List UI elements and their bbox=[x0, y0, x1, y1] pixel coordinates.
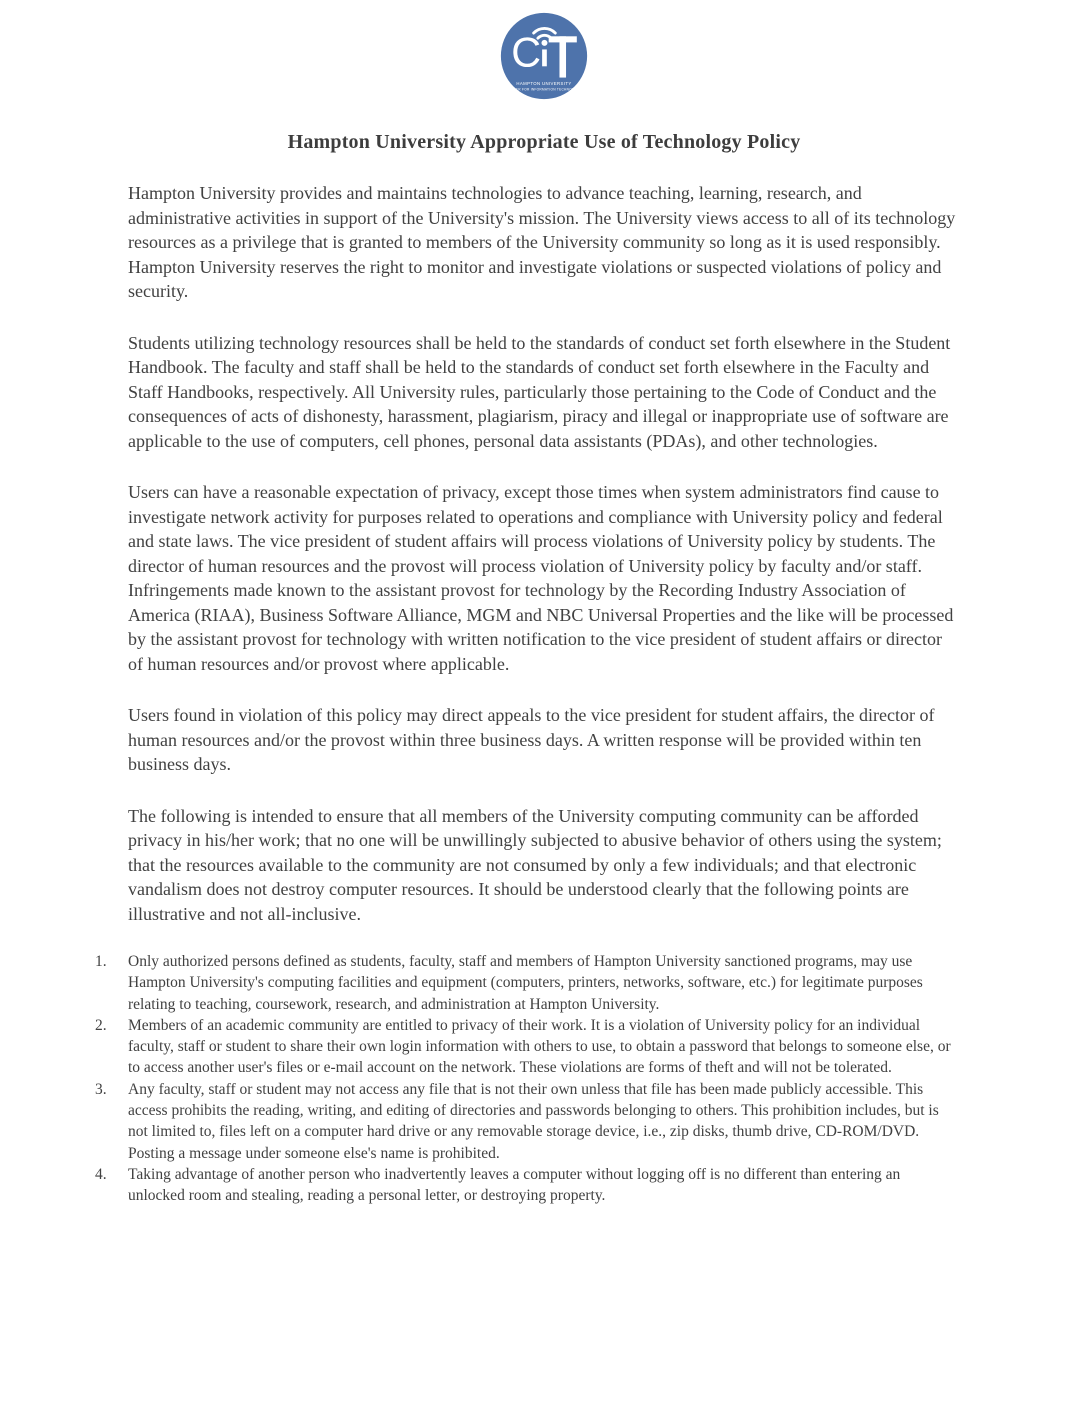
item-number: 4. bbox=[95, 1165, 107, 1183]
policy-paragraph-5: The following is intended to ensure that all members of the University computing community can be afforded privacy in his/her work; that no one will be unwillingly subjected to abusive behavior of others using the system; that the resources available to the community are not consumed by only a few individuals; and that electronic vandalism does not destroy computer resources. It should be understood clearly that the following points are illustrative and not all-inclusive. bbox=[128, 805, 942, 924]
document-body bbox=[0, 181, 1088, 1207]
item-text: Taking advantage of another person who inadvertently leaves a computer without logging off is no different than entering an unlocked room and stealing, reading a personal letter, or destroying property. bbox=[128, 1165, 901, 1205]
item-number: 1. bbox=[95, 953, 107, 970]
policy-paragraph-3: Users can have a reasonable expectation of privacy, except those times when system administrators find cause to investigate network activity for purposes related to operations and compliance with University policy and federal and state laws. The vice president of student affairs will process violations of University policy by students. The director of human resources and the provost will process violation of University policy by faculty and/or staff. Infringements made known to the assistant provost for technology by the Recording Industry Association of America (RIAA), Business Software Alliance, MGM and NBC Universal Properties and the like will be processed by the assistant provost for technology with written notification to the vice president of student affairs or director of human resources and/or provost where applicable. bbox=[128, 482, 954, 674]
list-item-2 bbox=[95, 1015, 960, 1079]
item-number: 2. bbox=[95, 1016, 107, 1034]
list-item-4 bbox=[95, 1164, 960, 1207]
logo-container bbox=[0, 0, 1088, 101]
item-text: Any faculty, staff or student may not access any file that is not their own unless that file has been made publicly accessible. This access prohibits the reading, writing, and editing of directories and passwords belonging to others. This prohibition includes, but is not limited to, files left on a computer hard drive or any removable storage device, i.e., zip disks, thumb drive, CD-ROM/DVD. Posting a message under someone else's name is prohibited. bbox=[128, 1080, 939, 1162]
policy-paragraph-2: Students utilizing technology resources shall be held to the standards of conduct set forth elsewhere in the Student Handbook. The faculty and staff shall be held to the standards of conduct set forth elsewhere in the Faculty and Staff Handbooks, respectively. All University rules, particularly those pertaining to the Code of Conduct and the consequences of acts of dishonesty, harassment, plagiarism, piracy and illegal or inappropriate use of software are applicable to the use of computers, cell phones, personal data assistants (PDAs), and other technologies. bbox=[128, 332, 951, 451]
logo-i-dot bbox=[541, 40, 547, 46]
logo-subtitle-line1: HAMPTON UNIVERSITY bbox=[516, 81, 572, 87]
policy-paragraph-4: Users found in violation of this policy may direct appeals to the vice president for student affairs, the director of human resources and/or the provost within three business days. A written response will be provided within ten business days. bbox=[128, 705, 935, 774]
policy-list bbox=[95, 951, 960, 1207]
logo-letter-i bbox=[541, 40, 547, 66]
list-item-3 bbox=[95, 1079, 960, 1164]
page-title: Hampton University Appropriate Use of Technology Policy bbox=[287, 131, 801, 153]
policy-paragraph-1: Hampton University provides and maintains technologies to advance teaching, learning, research, and administrative activities in support of the University's mission. The University views access to all of its technology resources as a privilege that is granted to members of the University community so long as it is used responsibly. Hampton University reserves the right to monitor and investigate violations or suspected violations of policy and security. bbox=[128, 183, 956, 301]
logo-subtitle-line2: CENTER FOR INFORMATION TECHNOLOGY bbox=[506, 87, 582, 92]
list-item-1 bbox=[95, 951, 960, 1015]
cit-logo bbox=[497, 11, 591, 101]
item-text: Only authorized persons defined as students, faculty, staff and members of Hampton University sanctioned programs, may use Hampton University's computing facilities and equipment (computers, printers, networks, software, etc.) for legitimate purposes relating to teaching, coursework, research, and administration at Hampton University. bbox=[128, 953, 923, 1013]
item-number: 3. bbox=[95, 1080, 107, 1098]
logo-letter-c: C bbox=[511, 29, 541, 76]
item-text: Members of an academic community are entitled to privacy of their work. It is a violation of University policy for an individual faculty, staff or student to share their own login information with others to use, to obtain a password that belongs to someone else, or to access another user's files or e-mail account on the network. These violations are forms of theft and will not be tolerated. bbox=[128, 1016, 951, 1077]
